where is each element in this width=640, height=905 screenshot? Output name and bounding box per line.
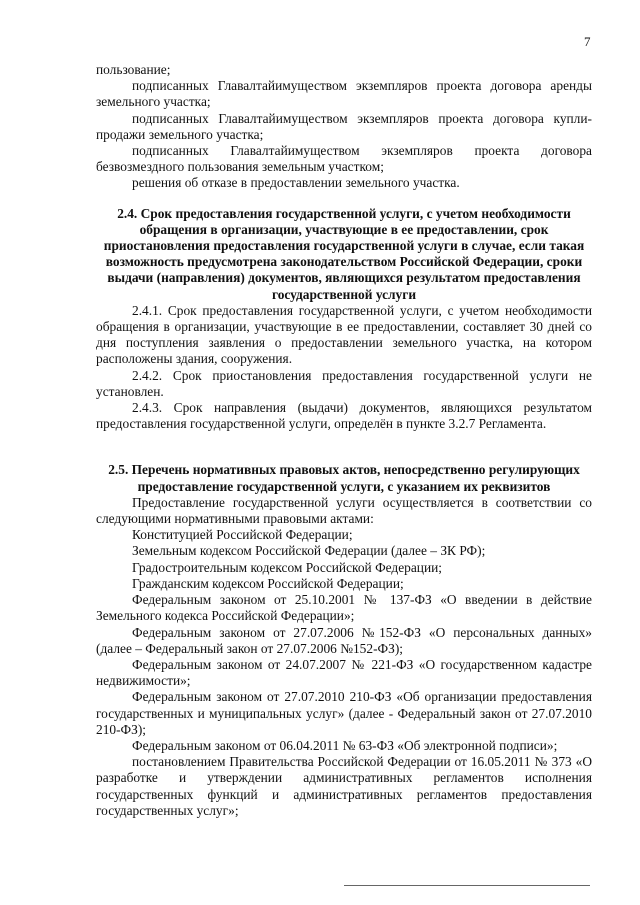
section-heading-2-4: 2.4. Срок предоставления государственной услуги, с учетом необходимости обращения в организации, участвующие в ее предоставлении, срок приостановления предоставления государственной услуги в случае, если такая возможность предусмотрена законодательством Российской Федерации, сроки выдачи (направления) документов, являющихся результатом предоставления государственной услуги [103,205,585,302]
bottom-divider [344,885,590,886]
paragraph-2-5-intro: Предоставление государственной услуги осуществляется в соответствии со следующими нормативными правовыми актами: [96,494,592,527]
section-heading-2-5: 2.5. Перечень нормативных правовых актов, непосредственно регулирующих предоставление государственной услуги, с указанием их реквизитов [108,462,580,494]
list-item: подписанных Главалтайимуществом экземпляров проекта договора безвозмездного пользования земельным участком; [96,143,592,175]
list-item: подписанных Главалтайимуществом экземпляров проекта договора купли-продажи земельного участка; [96,110,592,142]
paragraph-2-4-1: 2.4.1. Срок предоставления государственной услуги, с учетом необходимости обращения в организации, участвующие в ее предоставлении, составляет 30 дней со дня поступления заявления о предоставлении земельного участка, на котором расположены здания, сооружения. [96,302,592,367]
paragraph-2-4-3: 2.4.3. Срок направления (выдачи) документов, являющихся результатом предоставления государственной услуги, определён в пункте 3.2.7 Регламента. [96,400,592,432]
list-item: подписанных Главалтайимуществом экземпляров проекта договора аренды земельного участка; [96,78,592,110]
legal-act-item: Конституцией Российской Федерации; [132,527,353,543]
list-item: пользование; [96,62,171,77]
legal-act-item: Земельным кодексом Российской Федерации (далее – ЗК РФ); [132,543,486,559]
legal-act-item: Федеральным законом от 27.07.2006 №152-ФЗ «О персональных данных» (далее – Федеральный закон от 27.07.2006 №152-ФЗ); [96,624,592,656]
document-body [96,62,592,819]
page-number: 7 [584,34,591,49]
legal-act-item: Федеральным законом от 06.04.2011 № 63-ФЗ «Об электронной подписи»; [132,737,558,753]
legal-act-item: Федеральным законом от 27.07.2010 210-ФЗ «Об организации предоставления государственных и муниципальных услуг» (далее - Федеральный закон от 27.07.2010 210-ФЗ); [96,689,592,737]
legal-act-item: Градостроительным кодексом Российской Федерации; [132,559,443,575]
paragraph-2-4-2: 2.4.2. Срок приостановления предоставления государственной услуги не установлен. [96,367,592,399]
legal-act-item: постановлением Правительства Российской Федерации от 16.05.2011 № 373 «О разработке и утверждении административных регламентов исполнения государственных функций и административных регламентов предоставления государственных услуг»; [96,754,592,818]
legal-act-item: Федеральным законом от 25.10.2001 № 137-ФЗ «О введении в действие Земельного кодекса Российской Федерации»; [96,592,592,624]
legal-act-item: Гражданским кодексом Российской Федерации; [132,575,404,591]
legal-act-item: Федеральным законом от 24.07.2007 № 221-ФЗ «О государственном кадастре недвижимости»; [96,656,592,689]
list-item: решения об отказе в предоставлении земельного участка. [132,175,460,191]
